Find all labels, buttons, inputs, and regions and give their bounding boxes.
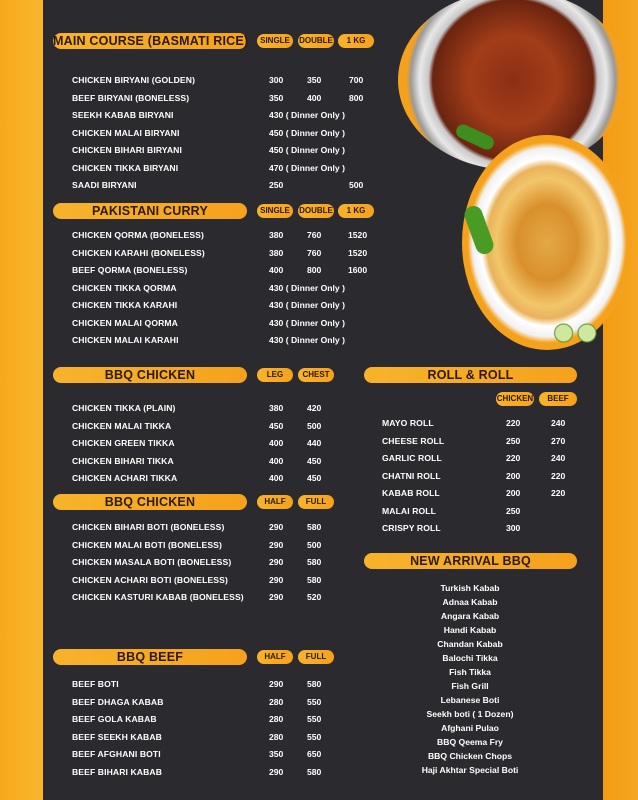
- menu-item-name: CHICKEN QORMA (BONELESS): [72, 230, 204, 240]
- menu-item-price: 450: [269, 420, 284, 431]
- roll-item-price: 220: [551, 470, 566, 481]
- new-arrival-item: Fish Grill: [451, 681, 489, 691]
- menu-item-price: 290: [269, 766, 284, 777]
- menu-item-price: 1520: [348, 230, 368, 240]
- menu-item-name: CHICKEN MALAI TIKKA: [72, 420, 172, 431]
- menu-item-name: SAADI BIRYANI: [72, 180, 137, 190]
- menu-item-price: 760: [307, 230, 322, 240]
- menu-item-price: 290: [269, 539, 284, 550]
- menu-item-price: 300: [269, 75, 284, 85]
- tag-full: FULL: [298, 650, 334, 664]
- menu-item-price: 280: [269, 731, 284, 742]
- roll-item-name: CHEESE ROLL: [382, 435, 445, 446]
- menu-item-name: CHICKEN BIRYANI (GOLDEN): [72, 75, 196, 85]
- bbq-chicken-boti-header: BBQ CHICKEN: [53, 494, 247, 510]
- menu-item-price: 580: [307, 766, 322, 777]
- new-arrival-item: Haji Akhtar Special Boti: [421, 765, 519, 775]
- menu-item-price: 400: [269, 473, 284, 483]
- tag-chest: CHEST: [298, 368, 334, 382]
- menu-item-price: 650: [307, 749, 322, 759]
- roll-item-price: 240: [551, 453, 566, 463]
- roll-item-price: 220: [551, 488, 566, 498]
- menu-item-price: 400: [307, 92, 322, 103]
- roll-item-price: 240: [551, 418, 566, 428]
- menu-item-price: 450 ( Dinner Only ): [269, 145, 345, 155]
- menu-item-price: 350: [269, 749, 284, 759]
- menu-item-price: 400: [269, 265, 284, 275]
- menu-item-price: 420: [307, 403, 322, 413]
- menu-item-price: 580: [307, 522, 322, 532]
- roll-item-price: 200: [506, 488, 521, 498]
- menu-item-price: 290: [269, 557, 284, 567]
- new-arrival-item: BBQ Qeema Fry: [437, 737, 503, 747]
- menu-item-price: 430 ( Dinner Only ): [269, 110, 345, 120]
- menu-item-price: 380: [269, 403, 284, 413]
- main-course-header: MAIN COURSE (BASMATI RICE): [53, 34, 249, 48]
- menu-item-price: 350: [269, 92, 284, 103]
- roll-item-name: KABAB ROLL: [382, 488, 440, 498]
- menu-item-name: CHICKEN BIHARI BOTI (BONELESS): [72, 522, 225, 532]
- tag-single: SINGLE: [257, 204, 293, 218]
- menu-item-name: CHICKEN MALAI BOTI (BONELESS): [72, 539, 222, 550]
- menu-item-name: SEEKH KABAB BIRYANI: [72, 110, 174, 120]
- menu-item-price: 430 ( Dinner Only ): [269, 317, 345, 328]
- menu-item-price: 800: [307, 265, 322, 275]
- menu-item-name: BEEF BIRYANI (BONELESS): [72, 92, 190, 103]
- tag-chicken: CHICKEN: [496, 392, 534, 406]
- menu-item-name: BEEF BIHARI KABAB: [72, 766, 163, 777]
- menu-item-name: CHICKEN TIKKA (PLAIN): [72, 403, 176, 413]
- menu-item-price: 580: [307, 574, 322, 585]
- menu-item-price: 500: [349, 180, 364, 190]
- menu-item-name: CHICKEN ACHARI TIKKA: [72, 473, 178, 483]
- roll-item-price: 250: [506, 505, 521, 516]
- roll-item-name: MAYO ROLL: [382, 418, 434, 428]
- menu-item-price: 580: [307, 557, 322, 567]
- menu-item-name: CHICKEN BIHARI BIRYANI: [72, 145, 182, 155]
- new-arrival-header: NEW ARRIVAL BBQ: [364, 553, 577, 569]
- menu-item-name: CHICKEN MALAI BIRYANI: [72, 127, 180, 138]
- menu-item-price: 290: [269, 592, 284, 602]
- menu-item-name: BEEF AFGHANI BOTI: [72, 749, 161, 759]
- menu-item-price: 400: [269, 455, 284, 466]
- menu-item-name: BEEF SEEKH KABAB: [72, 731, 162, 742]
- menu-item-name: CHICKEN TIKKA BIRYANI: [72, 162, 179, 173]
- bbq-beef-header: BBQ BEEF: [53, 649, 247, 665]
- new-arrival-item: Turkish Kabab: [440, 583, 500, 593]
- roll-item-price: 250: [506, 435, 521, 446]
- new-arrival-item: Angara Kabab: [440, 611, 500, 621]
- menu-item-price: 430 ( Dinner Only ): [269, 335, 345, 345]
- menu-item-name: CHICKEN TIKKA KARAHI: [72, 300, 178, 310]
- menu-item-price: 550: [307, 731, 322, 742]
- tag-double: DOUBLE: [298, 34, 334, 48]
- menu-item-name: BEEF BOTI: [72, 679, 119, 689]
- menu-item-name: CHICKEN GREEN TIKKA: [72, 438, 175, 448]
- new-arrival-item: Handi Kabab: [443, 625, 497, 635]
- menu-item-price: 250: [269, 180, 284, 190]
- menu-item-price: 280: [269, 696, 284, 707]
- new-arrival-item: BBQ Chicken Chops: [427, 751, 513, 761]
- menu-item-price: 500: [307, 539, 322, 550]
- roll-item-name: MALAI ROLL: [382, 505, 436, 516]
- roll-item-price: 220: [506, 418, 521, 428]
- roll-item-name: GARLIC ROLL: [382, 453, 442, 463]
- menu-item-name: CHICKEN ACHARI BOTI (BONELESS): [72, 574, 228, 585]
- menu-item-price: 430 ( Dinner Only ): [269, 282, 345, 293]
- pakistani-curry-header: PAKISTANI CURRY: [53, 203, 247, 219]
- menu-item-price: 430 ( Dinner Only ): [269, 300, 345, 310]
- tag-single: SINGLE: [257, 34, 293, 48]
- menu-item-price: 450: [307, 473, 322, 483]
- tag-1kg: 1 KG: [338, 204, 374, 218]
- menu-item-price: 290: [269, 522, 284, 532]
- roll-item-name: CRISPY ROLL: [382, 523, 441, 533]
- tag-double: DOUBLE: [298, 204, 334, 218]
- roll-item-name: CHATNI ROLL: [382, 470, 441, 481]
- new-arrival-item: Chandan Kabab: [437, 639, 503, 649]
- menu-item-price: 550: [307, 696, 322, 707]
- bbq-chicken-header: BBQ CHICKEN: [53, 367, 247, 383]
- menu-item-price: 290: [269, 679, 284, 689]
- menu-item-name: CHICKEN KARAHI (BONELESS): [72, 247, 205, 258]
- menu-item-name: CHICKEN MASALA BOTI (BONELESS): [72, 557, 232, 567]
- menu-item-price: 380: [269, 230, 284, 240]
- menu-item-price: 500: [307, 420, 322, 431]
- menu-item-price: 700: [349, 75, 364, 85]
- menu-item-price: 440: [307, 438, 322, 448]
- tag-half: HALF: [257, 650, 293, 664]
- menu-item-price: 760: [307, 247, 322, 258]
- roll-item-price: 220: [506, 453, 521, 463]
- new-arrival-item: Adnaa Kabab: [442, 597, 498, 607]
- menu-item-price: 450: [307, 455, 322, 466]
- menu-item-name: CHICKEN MALAI QORMA: [72, 317, 178, 328]
- tag-half: HALF: [257, 495, 293, 509]
- menu-item-price: 800: [349, 92, 364, 103]
- menu-item-price: 280: [269, 714, 284, 724]
- menu-item-price: 1520: [348, 247, 368, 258]
- tag-beef: BEEF: [539, 392, 577, 406]
- cucumber-slices: [548, 322, 600, 344]
- new-arrival-item: Lebanese Boti: [440, 695, 500, 705]
- roll-and-roll-header: ROLL & ROLL: [364, 367, 577, 383]
- new-arrival-item: Seekh boti ( 1 Dozen): [426, 709, 514, 719]
- menu-item-price: 380: [269, 247, 284, 258]
- menu-item-price: 520: [307, 592, 322, 602]
- roll-item-price: 270: [551, 435, 566, 446]
- tag-full: FULL: [298, 495, 334, 509]
- roll-item-price: 300: [506, 523, 521, 533]
- menu-item-price: 290: [269, 574, 284, 585]
- menu-item-price: 470 ( Dinner Only ): [269, 162, 345, 173]
- menu-item-name: CHICKEN MALAI KARAHI: [72, 335, 179, 345]
- tag-leg: LEG: [257, 368, 293, 382]
- menu-item-price: 580: [307, 679, 322, 689]
- menu-item-name: CHICKEN TIKKA QORMA: [72, 282, 177, 293]
- new-arrival-item: Balochi Tikka: [442, 653, 498, 663]
- menu-item-name: BEEF DHAGA KABAB: [72, 696, 164, 707]
- menu-item-price: 1600: [348, 265, 368, 275]
- tag-1kg: 1 KG: [338, 34, 374, 48]
- menu-item-price: 350: [307, 75, 322, 85]
- menu-item-name: BEEF GOLA KABAB: [72, 714, 157, 724]
- menu-item-name: BEEF QORMA (BONELESS): [72, 265, 188, 275]
- roll-item-price: 200: [506, 470, 521, 481]
- menu-item-price: 450 ( Dinner Only ): [269, 127, 345, 138]
- menu-item-price: 550: [307, 714, 322, 724]
- menu-item-name: CHICKEN BIHARI TIKKA: [72, 455, 174, 466]
- new-arrival-item: Afghani Pulao: [441, 723, 499, 733]
- new-arrival-item: Fish Tikka: [449, 667, 491, 677]
- menu-item-price: 400: [269, 438, 284, 448]
- menu-item-name: CHICKEN KASTURI KABAB (BONELESS): [72, 592, 244, 602]
